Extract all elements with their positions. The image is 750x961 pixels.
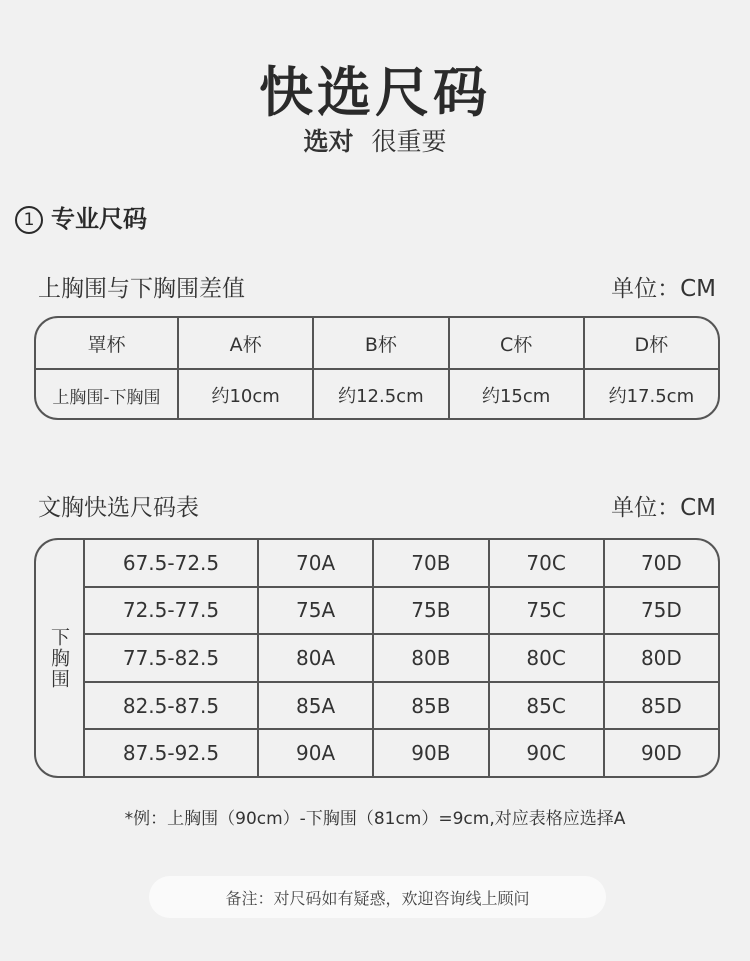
underbust-range-cell: 72.5-77.5 [122, 598, 220, 623]
cup-table-label: 上胸围与下胸围差值 [38, 276, 245, 302]
underbust-range-cell: 87.5-92.5 [122, 741, 220, 766]
size-chart-table [34, 538, 720, 778]
size-cell: 90A [257, 730, 372, 776]
cup-difference-table [34, 316, 720, 420]
table-row [85, 681, 718, 729]
table-cell: 约12.5cm [312, 370, 447, 420]
underbust-range-cell: 77.5-82.5 [122, 645, 220, 670]
size-cell: 75B [372, 588, 487, 634]
section-number-badge: 1 [15, 206, 43, 234]
page-subtitle [0, 122, 750, 158]
size-cell: 80C [488, 635, 603, 681]
subtitle-rest: 很重要 [371, 127, 447, 156]
underbust-side-label: 下胸围 [48, 626, 70, 690]
table-row [85, 586, 718, 634]
table-header-cell: D杯 [583, 318, 718, 368]
table-header-cell: 罩杯 [87, 333, 126, 356]
table-header-row [36, 318, 718, 368]
size-cell: 70B [372, 540, 487, 586]
size-cell: 75C [488, 588, 603, 634]
example-note: *例：上胸围（90cm）-下胸围（81cm）=9cm,对应表格应选择A [124, 809, 626, 829]
size-cell: 75A [257, 588, 372, 634]
size-cell: 90D [603, 730, 718, 776]
underbust-range-cell: 67.5-72.5 [122, 550, 220, 575]
size-cell: 85B [372, 683, 487, 729]
table-row [85, 728, 718, 776]
underbust-range-cell: 82.5-87.5 [122, 693, 220, 718]
section-label: 专业尺码 [51, 205, 147, 233]
size-cell: 85A [257, 683, 372, 729]
size-table-unit: 单位：CM [611, 495, 716, 521]
size-cell: 80A [257, 635, 372, 681]
table-cell: 约17.5cm [583, 370, 718, 420]
size-cell: 85D [603, 683, 718, 729]
table-header-cell: C杯 [448, 318, 583, 368]
table-header-cell: A杯 [177, 318, 312, 368]
size-cell: 90C [488, 730, 603, 776]
size-grid [85, 540, 718, 776]
size-cell: 70D [603, 540, 718, 586]
table-header-cell: B杯 [312, 318, 447, 368]
table-cell: 上胸围-下胸围 [52, 387, 161, 408]
subtitle-strong: 选对 [303, 127, 354, 156]
size-cell: 90B [372, 730, 487, 776]
remark-pill [149, 876, 606, 918]
size-cell: 75D [603, 588, 718, 634]
table-cell: 约10cm [177, 370, 312, 420]
section-heading [15, 199, 147, 234]
size-cell: 80B [372, 635, 487, 681]
table-cell: 约15cm [448, 370, 583, 420]
size-cell: 70A [257, 540, 372, 586]
table-row [85, 540, 718, 586]
underbust-side-header [36, 540, 85, 776]
remark-text: 备注：对尺码如有疑惑，欢迎咨询线上顾问 [225, 888, 530, 908]
size-cell: 70C [488, 540, 603, 586]
table-row [36, 368, 718, 420]
size-cell: 85C [488, 683, 603, 729]
size-table-label: 文胸快选尺码表 [38, 495, 199, 521]
page-title: 快选尺码 [259, 61, 491, 124]
table-row [85, 633, 718, 681]
size-cell: 80D [603, 635, 718, 681]
cup-table-unit: 单位：CM [611, 276, 716, 302]
